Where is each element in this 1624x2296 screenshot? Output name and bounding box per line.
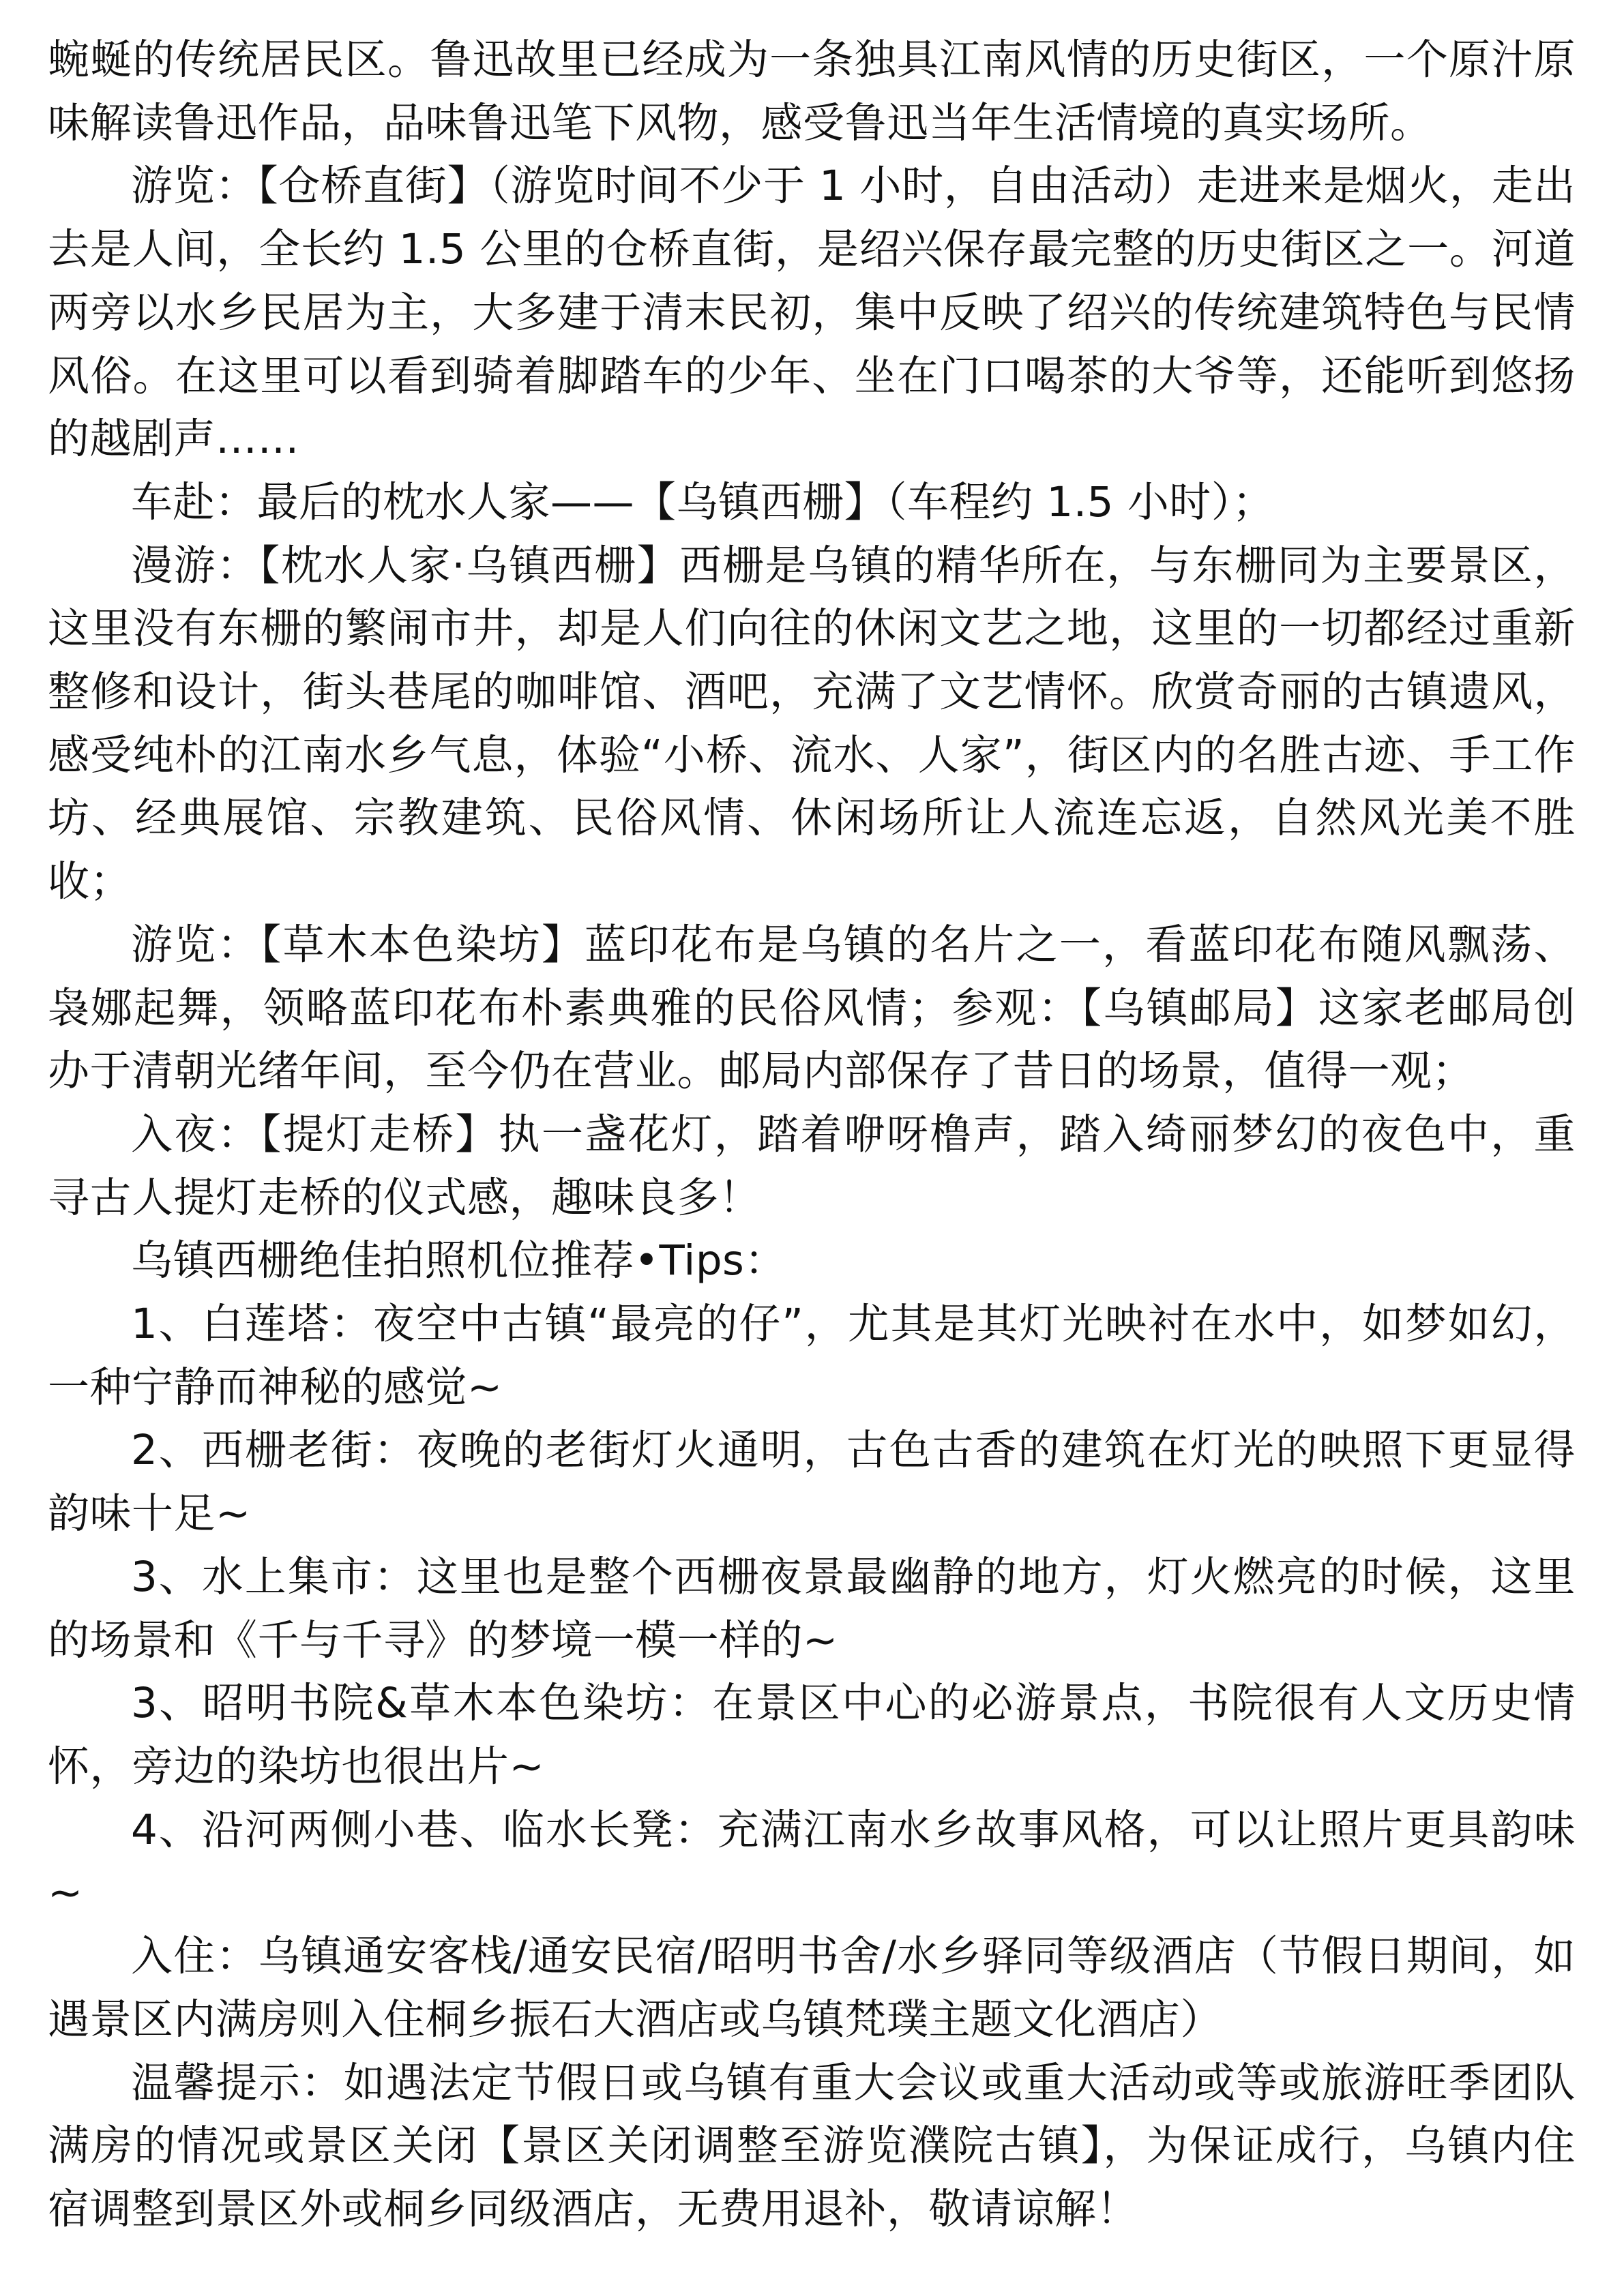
paragraph-warm-reminder: 温馨提示：如遇法定节假日或乌镇有重大会议或重大活动或等或旅游旺季团队满房的情况或景区关闭【景区关闭调整至游览濮院古镇】，为保证成行，乌镇内住宿调整到景区外或桐乡同级酒店，无费用退补，敬请谅解！ [48, 2058, 1576, 2233]
paragraph-drive-to-wuzhen: 车赴：最后的枕水人家——【乌镇西栅】（车程约 1.5 小时）； [131, 477, 1275, 526]
paragraph-dye-workshop-post-office: 游览：【草木本色染坊】蓝印花布是乌镇的名片之一，看蓝印花布随风飘荡、袅娜起舞，领略蓝印花布朴素典雅的民俗风情；参观：【乌镇邮局】这家老邮局创办于清朝光绪年间，至今仍在营业。邮局内部保存了昔日的场景，值得一观； [48, 920, 1576, 1096]
paragraph-cangqiao-street: 游览：【仓桥直街】（游览时间不少于 1 小时，自由活动）走进来是烟火，走出去是人间，全长约 1.5 公里的仓桥直街，是绍兴保存最完整的历史街区之一。河道两旁以水乡民居为主，大多建于清末民初，集中反映了绍兴的传统建筑特色与民情风俗。在这里可以看到骑着脚踏车的少年、坐在门口喝茶的大爷等，还能听到悠扬的越剧声…… [48, 162, 1576, 464]
paragraph-tip-riverside-lanes: 4、沿河两侧小巷、临水长凳：充满江南水乡故事风格，可以让照片更具韵味~ [48, 1805, 1576, 1918]
paragraph-tip-water-market: 3、水上集市：这里也是整个西栅夜景最幽静的地方，灯火燃亮的时候，这里的场景和《千与千寻》的梦境一模一样的~ [48, 1552, 1576, 1665]
paragraph-lantern-bridge: 入夜：【提灯走桥】执一盏花灯，踏着咿呀橹声，踏入绮丽梦幻的夜色中，重寻古人提灯走桥的仪式感，趣味良多！ [48, 1109, 1576, 1222]
paragraph-accommodation: 入住：乌镇通安客栈/通安民宿/昭明书舍/水乡驿同等级酒店（节假日期间，如遇景区内满房则入住桐乡振石大酒店或乌镇梵璞主题文化酒店） [48, 1932, 1576, 2044]
paragraph-wuzhen-xizha: 漫游：【枕水人家·乌镇西栅】西栅是乌镇的精华所在，与东栅同为主要景区，这里没有东栅的繁闹市井，却是人们向往的休闲文艺之地，这里的一切都经过重新整修和设计，街头巷尾的咖啡馆、酒吧，充满了文艺情怀。欣赏奇丽的古镇遗风，感受纯朴的江南水乡气息，体验“小桥、流水、人家”，街区内的名胜古迹、手工作坊、经典展馆、宗教建筑、民俗风情、休闲场所让人流连忘返，自然风光美不胜收； [48, 541, 1576, 906]
paragraph-tip-zhaoming-academy: 3、昭明书院&草木本色染坊：在景区中心的必游景点，书院很有人文历史情怀，旁边的染坊也很出片~ [48, 1679, 1576, 1791]
paragraph-tip-old-street: 2、西栅老街：夜晚的老街灯火通明，古色古香的建筑在灯光的映照下更显得韵味十足~ [48, 1426, 1576, 1538]
paragraph-tip-bailian-pagoda: 1、白莲塔：夜空中古镇“最亮的仔”，尤其是其灯光映衬在水中，如梦如幻，一种宁静而神秘的感觉~ [48, 1300, 1576, 1412]
document-page [48, 29, 1576, 2241]
paragraph-photo-tips-heading: 乌镇西栅绝佳拍照机位推荐•Tips： [131, 1236, 786, 1285]
paragraph-lu-xun-hometown: 蜿蜒的传统居民区。鲁迅故里已经成为一条独具江南风情的历史街区，一个原汁原味解读鲁迅作品，品味鲁迅笔下风物，感受鲁迅当年生活情境的真实场所。 [48, 35, 1576, 147]
